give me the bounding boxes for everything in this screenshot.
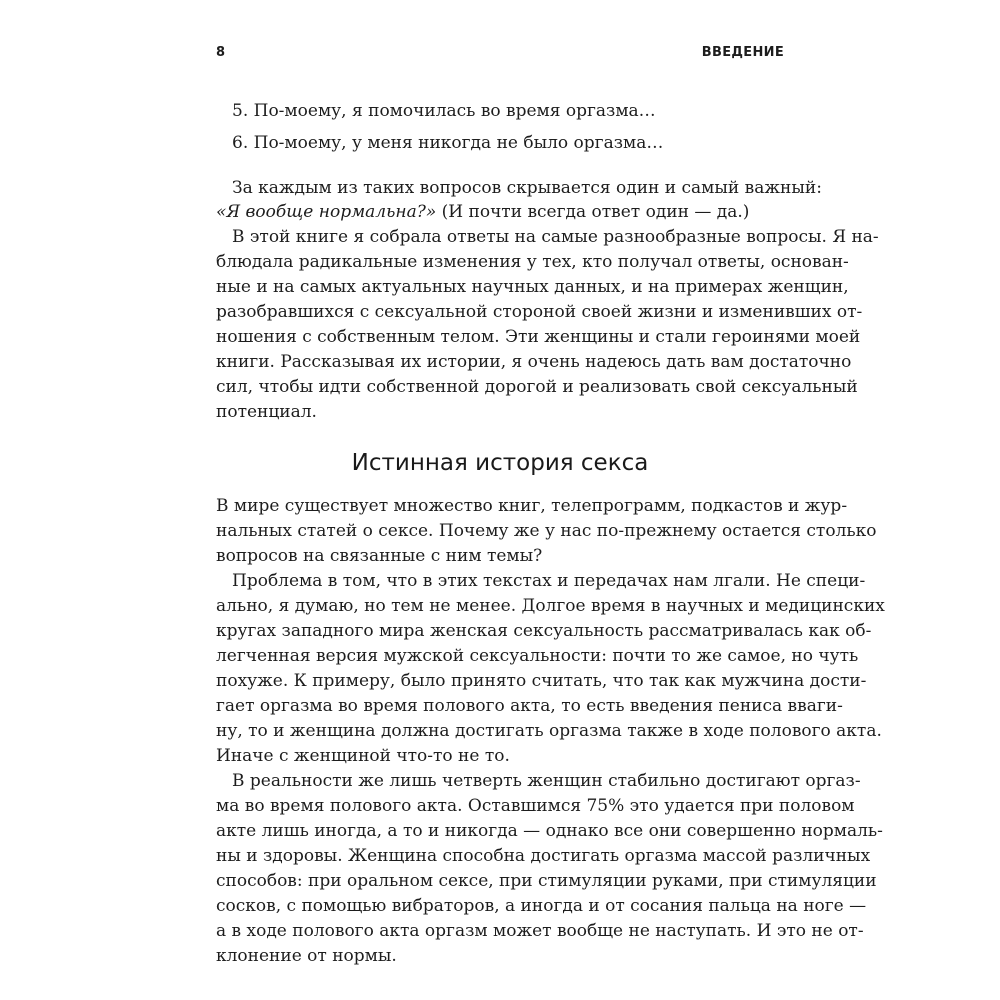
paragraph-line: легченная версия мужской сексуальности: почти то же самое, но чуть	[216, 646, 859, 666]
paragraph-line: ма во время полового акта. Оставшимся 75% это удается при половом	[216, 796, 855, 816]
intro-question-line	[216, 200, 784, 225]
paragraph-line: ны и здоровы. Женщина способна достигать оргазма массой различных	[216, 846, 871, 866]
paragraph-line: В мире существует множество книг, телепрограмм, подкастов и жур-	[216, 496, 848, 516]
paragraph-line: сосков, с помощью вибраторов, а иногда и от сосания пальца на ноге —	[216, 896, 867, 916]
paragraph-line: акте лишь иногда, а то и никогда — однако все они совершенно нормаль-	[216, 821, 883, 841]
intro-line: За каждым из таких вопросов скрывается один и самый важный:	[232, 178, 822, 198]
paragraph-line: Проблема в том, что в этих текстах и передачах нам лгали. Не специ-	[232, 571, 866, 591]
paragraph-line: потенциал.	[216, 402, 317, 422]
paragraph-line: способов: при оральном сексе, при стимуляции руками, при стимуляции	[216, 871, 877, 891]
paragraph-line: ные и на самых актуальных научных данных, и на примерах женщин,	[216, 277, 849, 297]
paragraph-line: Иначе с женщиной что-то не то.	[216, 746, 510, 766]
paragraph-line: сил, чтобы идти собственной дорогой и реализовать свой сексуальный	[216, 377, 858, 397]
paragraph-line: кругах западного мира женская сексуальность рассматривалась как об-	[216, 621, 872, 641]
paragraph-line: блюдала радикальные изменения у тех, кто получал ответы, основан-	[216, 252, 849, 272]
paragraph-line: книги. Рассказывая их истории, я очень надеюсь дать вам достаточно	[216, 352, 852, 372]
paragraph-line: клонение от нормы.	[216, 946, 397, 966]
section-heading: Истинная история секса	[351, 450, 649, 476]
section-title: ВВЕДЕНИЕ	[701, 45, 784, 60]
paragraph-line: ально, я думаю, но тем не менее. Долгое время в научных и медицинских	[216, 596, 885, 616]
paragraph-line: вопросов на связанные с ним темы?	[216, 546, 543, 566]
paragraph-line: похуже. К примеру, было принято считать, что так как мужчина дости-	[216, 671, 867, 691]
paragraph-line: нальных статей о сексе. Почему же у нас по-прежнему остается столько	[216, 521, 877, 541]
page-number: 8	[216, 45, 226, 60]
list-item: 5. По-моему, я помочилась во время оргазма…	[232, 101, 656, 121]
intro-answer: (И почти всегда ответ один — да.)	[436, 202, 750, 222]
paragraph-line: а в ходе полового акта оргазм может вообще не наступать. И это не от-	[216, 921, 864, 941]
paragraph-line: В реальности же лишь четверть женщин стабильно достигают оргаз-	[232, 771, 861, 791]
paragraph-line: гает оргазма во время полового акта, то есть введения пениса вваги-	[216, 696, 843, 716]
running-head	[216, 45, 784, 67]
list-item: 6. По-моему, у меня никогда не было оргазма…	[232, 133, 664, 153]
key-question: «Я вообще нормальна?»	[216, 202, 437, 222]
paragraph-line: В этой книге я собрала ответы на самые разнообразные вопросы. Я на-	[232, 227, 879, 247]
paragraph-line: ну, то и женщина должна достигать оргазма также в ходе полового акта.	[216, 721, 882, 741]
paragraph-line: ношения с собственным телом. Эти женщины и стали героинями моей	[216, 327, 861, 347]
paragraph-line: разобравшихся с сексуальной стороной своей жизни и изменивших от-	[216, 302, 863, 322]
